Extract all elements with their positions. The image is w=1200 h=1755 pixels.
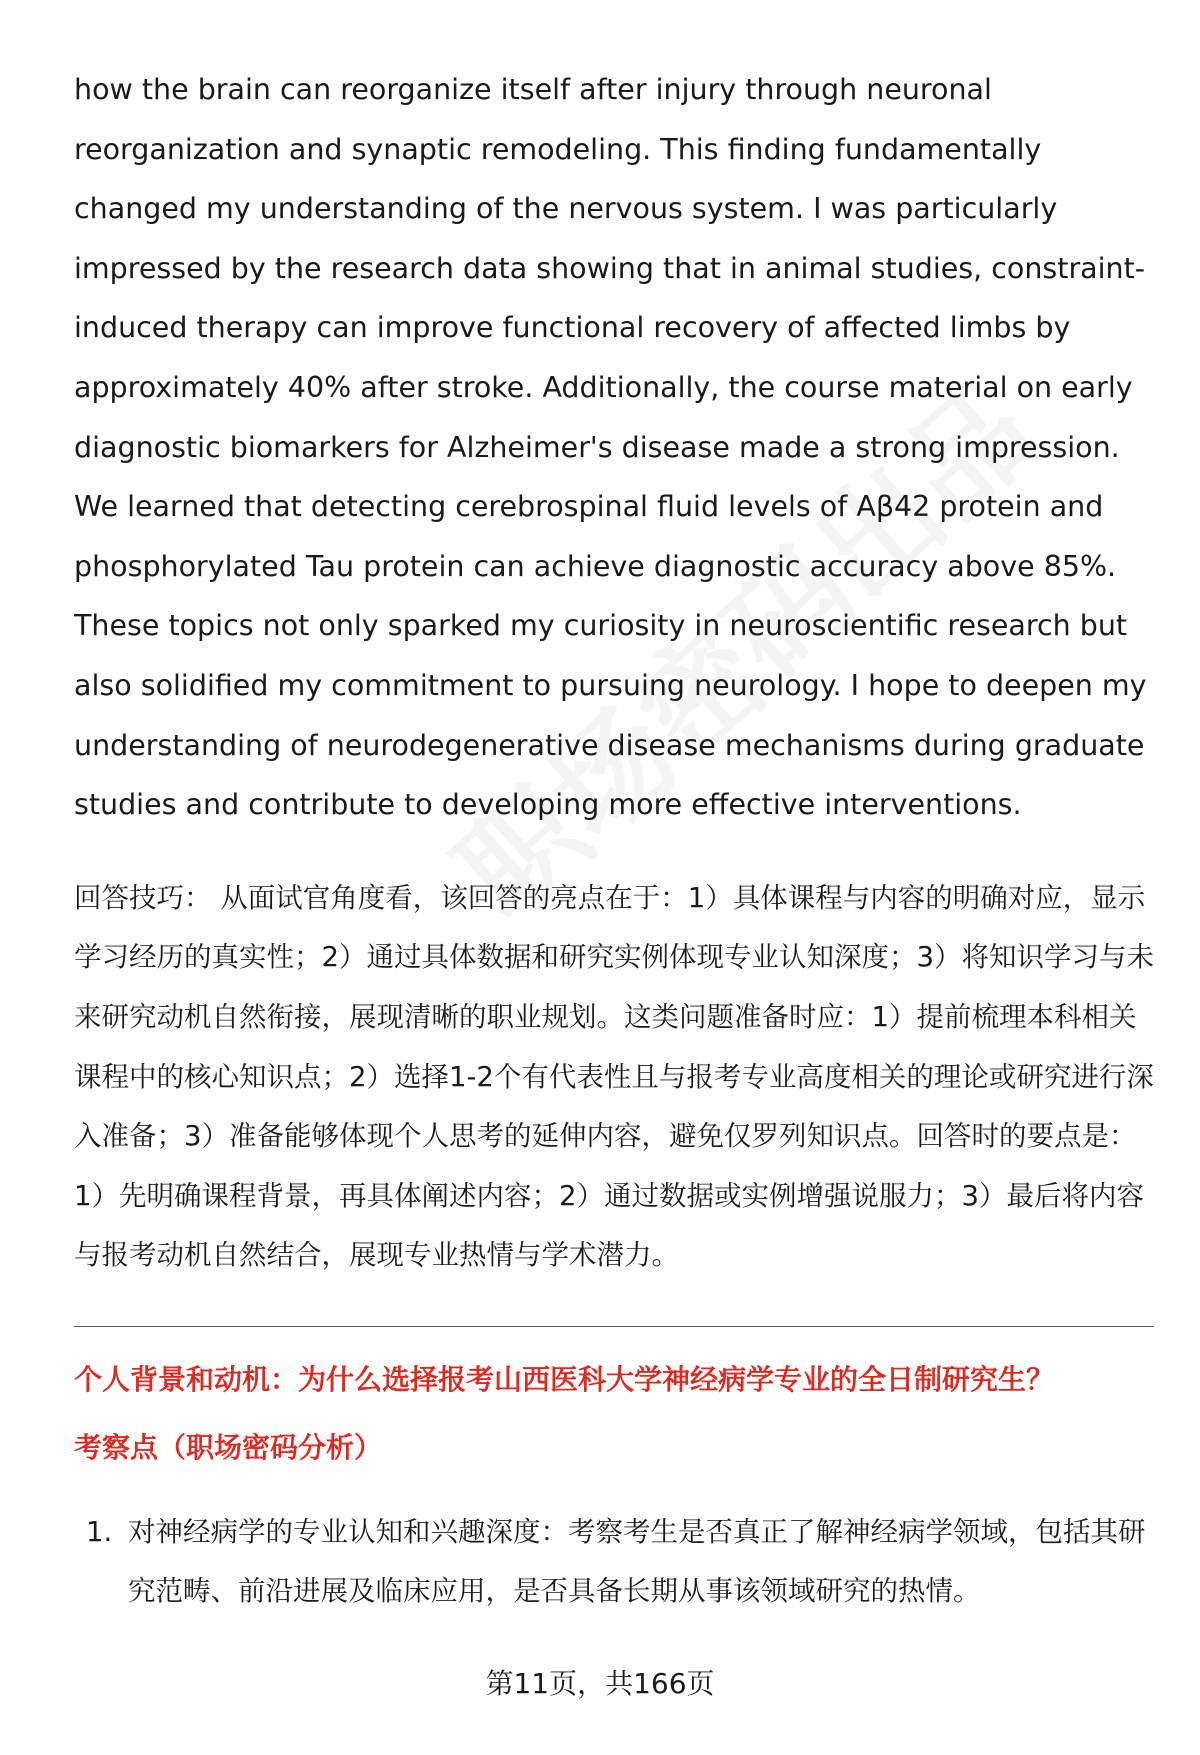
answer-tips: 回答技巧： 从面试官角度看，该回答的亮点在于：1）具体课程与内容的明确对应，显示学习经历的真实性；2）通过具体数据和研究实例体现专业认知深度；3）将知识学习与未来研究动机自然衔接，展现清晰的职业规划。这类问题准备时应：1）提前梳理本科相关课程中的核心知识点；2）选择1-2个有代表性且与报考专业高度相关的理论或研究进行深入准备；3）准备能够体现个人思考的延伸内容，避免仅罗列知识点。回答时的要点是：1）先明确课程背景，再具体阐述内容；2）通过数据或实例增强说服力；3）最后将内容与报考动机自然结合，展现专业热情与学术潜力。	[74, 881, 1154, 1272]
analysis-heading: 考察点（职场密码分析）	[74, 1430, 383, 1464]
points-list	[74, 1503, 1154, 1622]
answer-paragraph: how the brain can reorganize itself after injury through neuronal reorganization and synaptic remodeling. This finding fundamentally changed my understanding of the nervous system. I was particularly impressed by the research data showing that in animal studies, constraint-induced therapy can improve functional recovery of affected limbs by approximately 40% after stroke. Additionally, the course material on early diagnostic biomarkers for Alzheimer's disease made a strong impression. We learned that detecting cerebrospinal fluid levels of Aβ42 protein and phosphorylated Tau protein can achieve diagnostic accuracy above 85%. These topics not only sparked my curiosity in neuroscientific research but also solidified my commitment to pursuing neurology. I hope to deepen my understanding of neurodegenerative disease mechanisms during graduate studies and contribute to developing more effective interventions.	[74, 73, 1147, 822]
list-item-text: 对神经病学的专业认知和兴趣深度：考察考生是否真正了解神经病学领域，包括其研究范畴、前沿进展及临床应用，是否具备长期从事该领域研究的热情。	[128, 1515, 1146, 1608]
list-item-number: 1.	[86, 1515, 113, 1548]
page-number: 第11页，共166页	[485, 1667, 715, 1700]
document-page	[74, 60, 1154, 1622]
section-divider	[74, 1326, 1154, 1327]
question-heading: 个人背景和动机：为什么选择报考山西医科大学神经病学专业的全日制研究生？	[74, 1362, 1055, 1396]
list-item	[74, 1503, 1154, 1622]
